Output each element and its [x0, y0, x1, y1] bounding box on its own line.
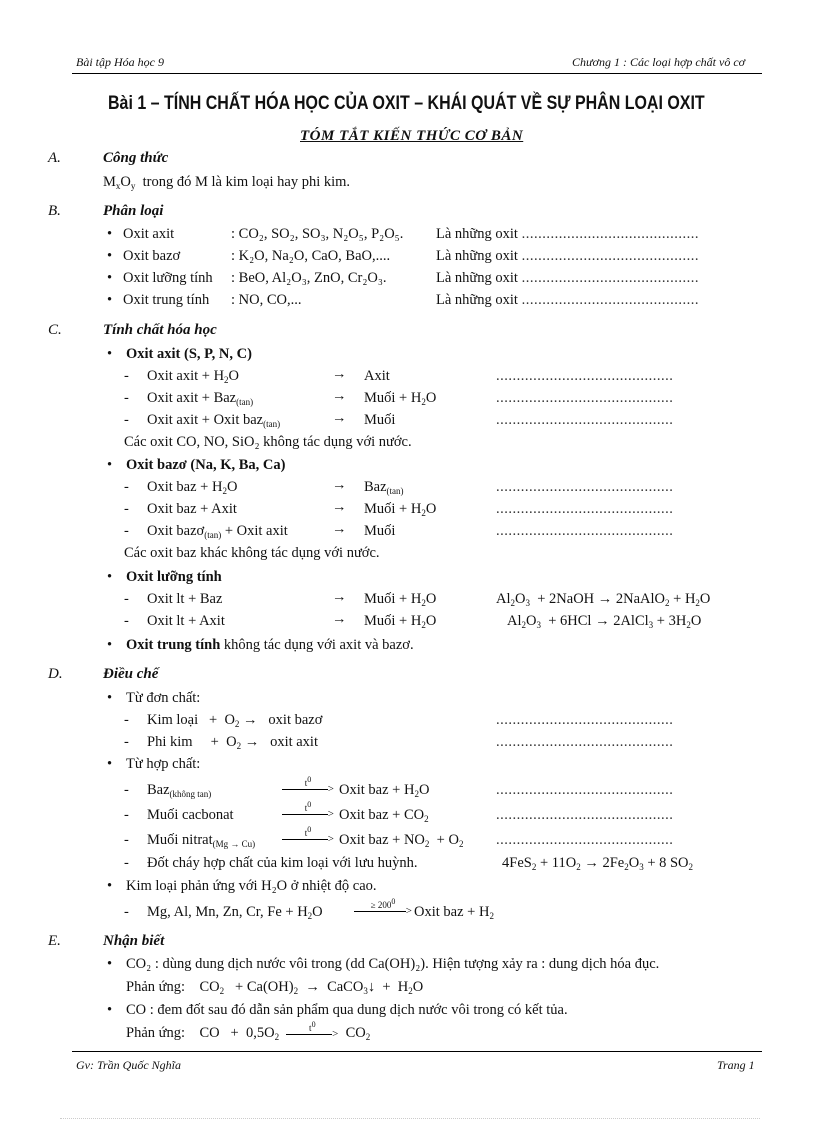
example-equation: $4FeS_2 + 11O_2 \to 2Fe_2O_3 + 8$ $SO_2$	[502, 855, 694, 872]
b-row-note: Là những oxit ...........................................	[436, 226, 699, 242]
dash: -	[124, 523, 129, 539]
base-note: Các oxit baz khác không tác dụng với nước.	[124, 545, 380, 561]
from-compounds: Từ hợp chất:	[126, 756, 201, 772]
answer-dots: ...........................................	[496, 712, 674, 728]
subtitle: TÓM TẮT KIẾN THỨC CƠ BẢN	[300, 128, 524, 144]
reaction-lhs: Oxit axit + Baz$_{(tan)}$	[147, 390, 254, 407]
answer-dots: ...........................................	[496, 523, 674, 539]
arrow-icon: →	[332, 589, 347, 605]
bullet-icon: •	[107, 248, 113, 264]
bullet-icon: •	[107, 637, 113, 653]
dash: -	[124, 368, 129, 384]
reaction-rhs: Oxit baz + $H_2O$	[339, 782, 430, 799]
answer-dots: ...........................................	[496, 501, 674, 517]
dash: -	[124, 479, 129, 495]
heat-arrow: $t^0$ >	[282, 830, 334, 847]
from-elements: Từ đơn chất:	[126, 690, 201, 706]
arrow-icon: →	[332, 521, 347, 537]
reaction-lhs: Muối nitrat$_{(Mg \to Cu)}$	[147, 832, 256, 849]
dash: -	[124, 832, 129, 848]
dash: -	[124, 782, 129, 798]
reaction-rhs: Muối + $H_2O$	[364, 390, 437, 407]
reaction-lhs: Oxit bazơ$_{(tan)}$ + Oxit axit	[147, 523, 288, 540]
reaction-rhs: Muối + $H_2O$	[364, 613, 437, 630]
page-edge	[60, 1118, 760, 1119]
b-row-note: Là những oxit ...........................................	[436, 248, 699, 264]
reaction-rhs: Oxit baz + $NO_2 + O_2$	[339, 832, 464, 849]
dash: -	[124, 807, 129, 823]
metal-water-text: Kim loại phản ứng với H₂O ở nhiệt độ cao.	[126, 878, 377, 894]
reaction-lhs: Mg, Al, Mn, Zn, Cr, $Fe + H_2O$	[147, 904, 323, 921]
dash: -	[124, 501, 129, 517]
bullet-icon: •	[107, 292, 113, 308]
bullet-icon: •	[107, 878, 113, 894]
reaction-lhs: Oxit axit + $H_2O$	[147, 368, 240, 385]
co-reaction: Phản ứng: CO + $0,5O_2$ $t^0$ > $CO_2$	[126, 1019, 371, 1042]
reaction-lhs: Oxit axit + Oxit baz$_{(tan)}$	[147, 412, 281, 429]
answer-dots: ...........................................	[496, 782, 674, 798]
section-b-title: Phân loại	[103, 203, 164, 219]
reaction-lhs: Phi kim + $O_2$ → oxit axit	[147, 734, 318, 751]
answer-dots: ...........................................	[496, 479, 674, 495]
dash: -	[124, 734, 129, 750]
b-row-examples: : BeO, Al₂O₃, ZnO, Cr₂O₃.	[231, 270, 387, 286]
reaction-rhs: Muối + $H_2O$	[364, 591, 437, 608]
footer-rule	[72, 1051, 762, 1052]
b-row-label: Oxit trung tính	[123, 292, 210, 308]
reaction-rhs: Muối	[364, 412, 396, 428]
header-rule	[72, 73, 762, 74]
neutral-oxide-line: Oxit trung tính không tác dụng với axit và bazơ.	[126, 637, 414, 653]
footer-left: Gv: Trần Quốc Nghĩa	[76, 1058, 181, 1072]
answer-dots: ...........................................	[496, 832, 674, 848]
reaction-rhs: Baz$_{(tan)}$	[364, 479, 404, 496]
heat-arrow: $t^0$ >	[282, 805, 334, 822]
answer-dots: ...........................................	[496, 734, 674, 750]
co2-reaction: Phản ứng: $CO_2 + Ca(OH)_2$ → CaCO$_3$↓ + $H_2O$	[126, 979, 424, 996]
bullet-icon: •	[107, 226, 113, 242]
arrow-icon: →	[332, 388, 347, 404]
section-c-title: Tính chất hóa học	[103, 322, 217, 338]
section-e-title: Nhận biết	[103, 933, 165, 949]
section-d-title: Điều chế	[103, 666, 159, 682]
b-row-note: Là những oxit ...........................................	[436, 270, 699, 286]
b-row-label: Oxit lưỡng tính	[123, 270, 213, 286]
example-equation: $Al_2O_3$ + 2NaOH → 2NaAlO$_2$ + $H_2O$	[496, 591, 711, 608]
heat-arrow: ≥ $200^0$ >	[354, 902, 412, 919]
arrow-icon: →	[332, 499, 347, 515]
reaction-rhs: Oxit baz + $CO_2$	[339, 807, 429, 824]
bullet-icon: •	[107, 569, 113, 585]
arrow-icon: →	[332, 366, 347, 382]
b-row-label: Oxit bazơ	[123, 248, 181, 264]
bullet-icon: •	[107, 756, 113, 772]
arrow-icon: →	[332, 611, 347, 627]
dash: -	[124, 613, 129, 629]
arrow-icon: →	[332, 477, 347, 493]
acid-oxide-head: Oxit axit (S, P, N, C)	[126, 346, 252, 362]
bullet-icon: •	[107, 457, 113, 473]
answer-dots: ...........................................	[496, 412, 674, 428]
bullet-icon: •	[107, 1002, 113, 1018]
dash: -	[124, 591, 129, 607]
b-row-examples: : NO, CO,...	[231, 292, 302, 308]
bullet-icon: •	[107, 270, 113, 286]
b-row-label: Oxit axit	[123, 226, 175, 242]
bullet-icon: •	[107, 956, 113, 972]
formula-line: $M_xO_y$ trong đó M là kim loại hay phi kim.	[103, 174, 351, 191]
reaction-rhs: Muối + $H_2O$	[364, 501, 437, 518]
section-a-title: Công thức	[103, 150, 169, 166]
dash: -	[124, 712, 129, 728]
section-a-letter: A.	[48, 150, 61, 166]
bullet-icon: •	[107, 346, 113, 362]
reaction-lhs: Oxit lt + Axit	[147, 613, 225, 629]
dash: -	[124, 855, 129, 871]
reaction-rhs: Muối	[364, 523, 396, 539]
section-e-letter: E.	[48, 933, 61, 949]
example-equation: $Al_2O_3 + 6HCl$ → 2AlCl$_3$ + $3H_2O$	[507, 613, 702, 630]
bullet-icon: •	[107, 690, 113, 706]
co-identify: CO : đem đốt sau đó dẫn sản phẩm qua dung dịch nước vôi trong có kết tủa.	[126, 1002, 568, 1018]
header-right: Chương 1 : Các loại hợp chất vô cơ	[572, 55, 746, 69]
reaction-lhs: Kim loại + $O_2$ → oxit bazơ	[147, 712, 323, 729]
b-row-note: Là những oxit ...........................................	[436, 292, 699, 308]
arrow-icon: →	[332, 410, 347, 426]
reaction-rhs: Oxit baz + $H_2$	[414, 904, 494, 921]
b-row-examples: : CO₂, SO₂, SO₃, N₂O₅, P₂O₅.	[231, 226, 404, 242]
co2-identify: CO₂ : dùng dung dịch nước vôi trong (dd Ca(OH)₂). Hiện tượng xảy ra : dung dịch hóa đục.	[126, 956, 660, 972]
dash: -	[124, 390, 129, 406]
b-row-examples: : K₂O, Na₂O, CaO, BaO,....	[231, 248, 391, 264]
footer-right: Trang 1	[717, 1058, 755, 1072]
reaction-rhs: Axit	[364, 368, 390, 384]
dash: -	[124, 412, 129, 428]
acid-note: Các oxit CO, NO, SiO₂ không tác dụng với nước.	[124, 434, 412, 450]
section-d-letter: D.	[48, 666, 63, 682]
amphoteric-oxide-head: Oxit lưỡng tính	[126, 569, 222, 585]
reaction-lhs: Muối cacbonat	[147, 807, 234, 823]
answer-dots: ...........................................	[496, 390, 674, 406]
page-title: Bài 1 – TÍNH CHẤT HÓA HỌC CỦA OXIT – KHÁI QUÁT VỀ SỰ PHÂN LOẠI OXIT	[108, 92, 705, 114]
answer-dots: ...........................................	[496, 368, 674, 384]
reaction-lhs: Oxit lt + Baz	[147, 591, 223, 607]
answer-dots: ...........................................	[496, 807, 674, 823]
basic-oxide-head: Oxit bazơ (Na, K, Ba, Ca)	[126, 457, 286, 473]
reaction-lhs: Oxit baz + $H_2O$	[147, 479, 238, 496]
dash: -	[124, 904, 129, 920]
header-left: Bài tập Hóa học 9	[76, 55, 164, 69]
section-c-letter: C.	[48, 322, 62, 338]
reaction-lhs: Baz$_{(không tan)}$	[147, 782, 212, 799]
formula-desc: trong đó M là kim loại hay phi kim.	[142, 174, 351, 190]
reaction-lhs: Oxit baz + Axit	[147, 501, 237, 517]
heat-arrow: $t^0$ >	[282, 780, 334, 797]
burn-text: Đốt cháy hợp chất của kim loại với lưu huỳnh.	[147, 855, 418, 871]
section-b-letter: B.	[48, 203, 61, 219]
